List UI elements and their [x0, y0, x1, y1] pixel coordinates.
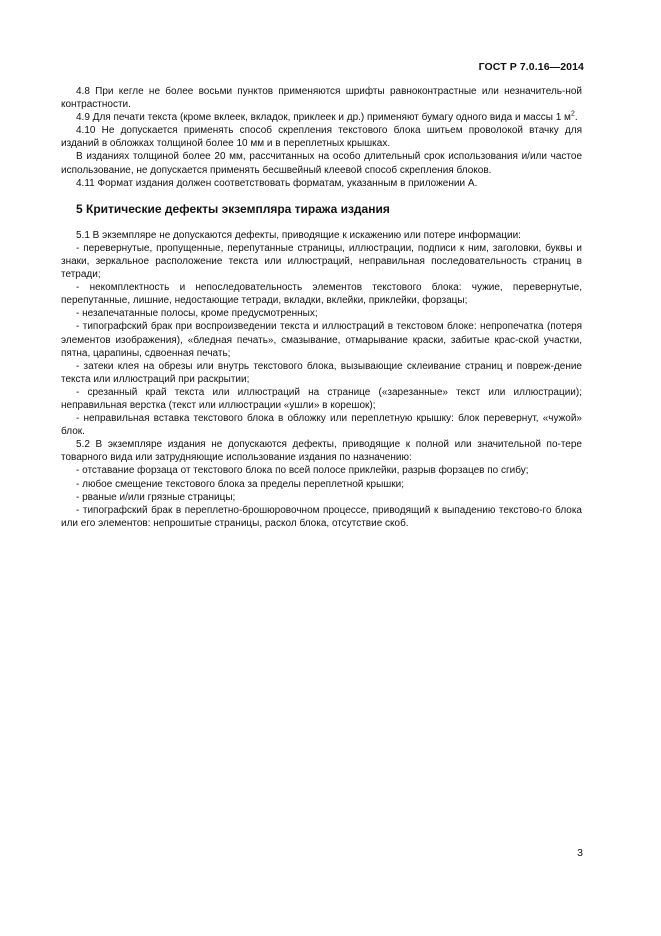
list-item: - рваные и/или грязные страницы; [76, 491, 236, 503]
paragraph-4-11: 4.11 Формат издания должен соответствовать форматам, указанным в приложении А. [76, 177, 478, 189]
list-item: - некомплектность и непоследовательность элементов текстового блока: чужие, перевернутые, перепутанные, лишние, недостающие тетради, вкладки, вклейки, приклейки, форзацы; [61, 282, 582, 307]
list-item: - затеки клея на обрезы или внутрь текстового блока, вызывающие склеивание страниц и повреж-дение текста или иллюстраций при раскрытии; [61, 360, 582, 385]
paragraph-5-2: 5.2 В экземпляре издания не допускаются дефекты, приводящие к полной или значительной по-тере товарного вида или затрудняющие использование издания по назначению: [61, 439, 582, 464]
paragraph-4-10: 4.10 Не допускается применять способ скрепления текстового блока шитьем проволокой втачку для изданий в обложках толщиной более 10 мм и в переплетных крышках. [61, 125, 582, 150]
page-number: 3 [577, 847, 583, 859]
paragraph-4-8: 4.8 При кегле не более восьми пунктов применяются шрифты равноконтрастные или незначитель-ной контрастности. [61, 86, 582, 111]
standard-code: ГОСТ Р 7.0.16—2014 [478, 61, 584, 73]
superscript-square: 2 [570, 110, 575, 118]
list-item: - неправильная вставка текстового блока в обложку или переплетную крышку: блок перевернут, «чужой» блок. [61, 413, 582, 438]
list-item: - отставание форзаца от текстового блока по всей полосе приклейки, разрыв форзацев по сгибу; [76, 465, 529, 477]
document-body [61, 85, 582, 530]
paragraph-4-9-end: . [574, 112, 578, 124]
list-item: - срезанный край текста или иллюстраций на странице («зарезанные» текст или иллюстрации); неправильная верстка (текст или иллюстрации «ушли» в корешок); [61, 386, 582, 411]
list-item: - перевернутые, пропущенные, перепутанные страницы, иллюстрации, подписи к ним, заголовки, буквы и знаки, зеркальное расположение текста или иллюстраций, неправильная последовательность страниц в тетради; [61, 242, 582, 281]
section-5-heading: 5 Критические дефекты экземпляра тиража издания [76, 201, 390, 216]
list-item: - незапечатанные полосы, кроме предусмотренных; [76, 308, 318, 320]
paragraph-5-1: 5.1 В экземпляре не допускаются дефекты, приводящие к искажению или потере информации: [76, 229, 521, 241]
paragraph-4-9 [61, 111, 582, 124]
paragraph-4-9-text: 4.9 Для печати текста (кроме вклеек, вкладок, приклеек и др.) применяют бумагу одного вида и массы 1 м [76, 112, 571, 124]
paragraph-4-10-b: В изданиях толщиной более 20 мм, рассчитанных на особо длительный срок использования и/или частое использование, не допускается применять бесшвейный клеевой способ скрепления блоков. [61, 151, 582, 176]
list-item: - любое смещение текстового блока за пределы переплетной крышки; [76, 478, 405, 490]
list-item: - типографский брак при воспроизведении текста и иллюстраций в текстовом блоке: непропечатка (потеря элементов изображения), «бледная печать», смазывание, отмарывание краски, забитые крас-ской участки, пятна, царапины, сдвоенная печать; [61, 321, 582, 359]
list-item: - типографский брак в переплетно-брошюровочном процессе, приводящий к выпадению текстово-го блока или его элементов: непрошитые страницы, раскол блока, отсутствие скоб. [61, 504, 582, 529]
